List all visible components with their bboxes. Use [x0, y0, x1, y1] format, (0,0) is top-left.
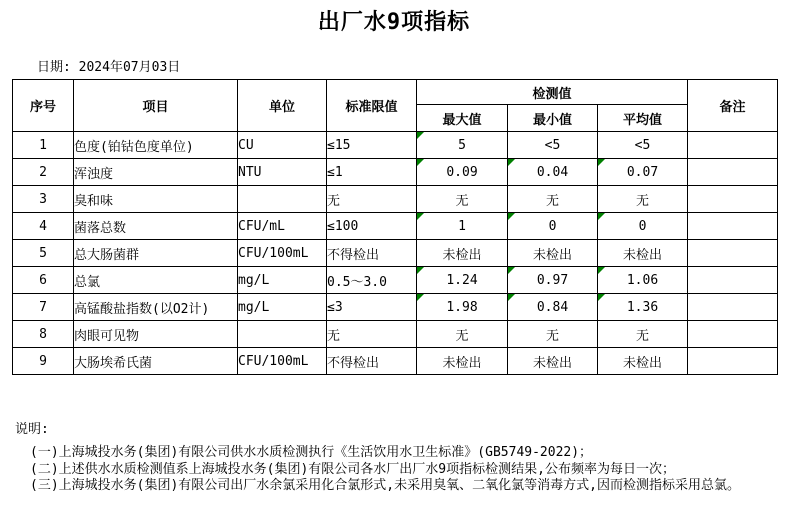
- cell-text: 未检出: [532, 355, 572, 371]
- cell-limit: [327, 159, 417, 186]
- cell-remark: [688, 159, 778, 186]
- table-row: [13, 159, 778, 186]
- cell-text: CFU/100mL: [238, 245, 309, 261]
- cell-text: 0: [548, 218, 557, 234]
- cell-text: 不得检出: [327, 247, 380, 263]
- cell-limit: [327, 267, 417, 294]
- excel-green-flag-icon: [598, 159, 605, 166]
- cell-min: [508, 321, 598, 348]
- note-line: (三)上海城投水务(集团)有限公司出厂水余氯采用化合氯形式,未采用臭氧、二氧化氯等消毒方式,因而检测指标采用总氯。: [30, 478, 740, 493]
- cell-unit: [238, 240, 327, 267]
- cell-text: 1: [39, 137, 47, 153]
- table-row: [13, 132, 778, 159]
- cell-text: 高锰酸盐指数(以O2计): [74, 301, 210, 317]
- cell-limit: [327, 348, 417, 375]
- cell-remark: [688, 267, 778, 294]
- cell-max: [417, 132, 508, 159]
- cell-min: [508, 159, 598, 186]
- excel-green-flag-icon: [598, 267, 605, 274]
- cell-remark: [688, 132, 778, 159]
- cell-text: 总大肠菌群: [74, 247, 140, 263]
- cell-min: [508, 186, 598, 213]
- excel-green-flag-icon: [417, 132, 424, 139]
- cell-text: 无: [635, 328, 649, 344]
- excel-green-flag-icon: [508, 213, 515, 220]
- table-row: [13, 267, 778, 294]
- cell-avg: [598, 267, 688, 294]
- cell-unit: [238, 159, 327, 186]
- table-row: [13, 321, 778, 348]
- cell-unit: [238, 267, 327, 294]
- cell-limit: [327, 294, 417, 321]
- cell-limit: [327, 186, 417, 213]
- cell-text: 5: [39, 245, 47, 261]
- cell-max: [417, 240, 508, 267]
- cell-text: 1.06: [626, 272, 659, 288]
- cell-text: <5: [634, 137, 651, 153]
- cell-text: 0.07: [626, 164, 659, 180]
- cell-no: [13, 348, 74, 375]
- table-row: [13, 294, 778, 321]
- cell-min: [508, 294, 598, 321]
- cell-avg: [598, 132, 688, 159]
- cell-item: [74, 294, 238, 321]
- cell-no: [13, 186, 74, 213]
- cell-text: 3: [39, 191, 47, 207]
- cell-text: ≤15: [327, 137, 351, 153]
- cell-text: 未检出: [442, 247, 482, 263]
- cell-max: [417, 267, 508, 294]
- cell-text: 9: [39, 353, 47, 369]
- cell-text: 1.98: [446, 299, 478, 315]
- cell-max: [417, 159, 508, 186]
- note-line: (二)上述供水水质检测值系上海城投水务(集团)有限公司各水厂出厂水9项指标检测结果,公布频率为每日一次；: [30, 461, 675, 477]
- cell-avg: [598, 321, 688, 348]
- cell-item: [74, 321, 238, 348]
- cell-text: 8: [39, 326, 47, 342]
- cell-max: [417, 294, 508, 321]
- cell-item: [74, 159, 238, 186]
- cell-text: CFU/100mL: [238, 353, 309, 369]
- table-row: [13, 348, 778, 375]
- cell-text: 0: [638, 218, 647, 234]
- excel-green-flag-icon: [508, 294, 515, 301]
- excel-green-flag-icon: [417, 159, 424, 166]
- report-date: 日期: 2024年07月03日: [37, 60, 181, 75]
- col-header-remark: 备注: [688, 80, 778, 132]
- cell-text: 0.09: [446, 164, 478, 180]
- cell-text: 未检出: [622, 355, 662, 371]
- cell-text: 未检出: [622, 247, 662, 263]
- cell-text: 5: [458, 137, 466, 153]
- excel-green-flag-icon: [417, 267, 424, 274]
- cell-no: [13, 240, 74, 267]
- table-body: [13, 132, 778, 375]
- cell-unit: [238, 132, 327, 159]
- cell-remark: [688, 213, 778, 240]
- cell-item: [74, 267, 238, 294]
- col-header-avg: 平均值: [598, 105, 688, 132]
- cell-text: NTU: [238, 164, 262, 180]
- cell-avg: [598, 240, 688, 267]
- water-quality-table: [12, 79, 778, 375]
- cell-text: 大肠埃希氏菌: [74, 355, 153, 371]
- excel-green-flag-icon: [508, 267, 515, 274]
- cell-text: 无: [545, 193, 559, 209]
- cell-no: [13, 159, 74, 186]
- cell-avg: [598, 159, 688, 186]
- cell-avg: [598, 348, 688, 375]
- cell-text: CU: [238, 137, 254, 153]
- cell-item: [74, 240, 238, 267]
- cell-unit: [238, 348, 327, 375]
- cell-min: [508, 213, 598, 240]
- cell-text: mg/L: [238, 272, 270, 288]
- cell-text: 总氯: [74, 274, 101, 290]
- cell-item: [74, 186, 238, 213]
- cell-unit: [238, 186, 327, 213]
- col-header-limit: 标准限值: [327, 80, 417, 132]
- table-row: [13, 213, 778, 240]
- col-header-unit: 单位: [238, 80, 327, 132]
- cell-item: [74, 213, 238, 240]
- cell-min: [508, 267, 598, 294]
- cell-limit: [327, 213, 417, 240]
- cell-text: CFU/mL: [238, 218, 285, 234]
- cell-min: [508, 132, 598, 159]
- cell-min: [508, 348, 598, 375]
- cell-max: [417, 348, 508, 375]
- cell-text: 未检出: [532, 247, 572, 263]
- cell-text: 0.04: [536, 164, 569, 180]
- excel-green-flag-icon: [417, 213, 424, 220]
- cell-text: ≤3: [327, 299, 343, 315]
- cell-no: [13, 132, 74, 159]
- header-row-1: [13, 80, 778, 105]
- col-header-min: 最小值: [508, 105, 598, 132]
- cell-avg: [598, 186, 688, 213]
- cell-text: 无: [327, 193, 341, 209]
- page-title: 出厂水9项指标: [317, 10, 471, 35]
- cell-text: mg/L: [238, 299, 270, 315]
- excel-green-flag-icon: [598, 213, 605, 220]
- cell-text: 7: [39, 299, 47, 315]
- cell-limit: [327, 321, 417, 348]
- cell-text: ≤100: [327, 218, 359, 234]
- cell-no: [13, 294, 74, 321]
- cell-text: 0.5～3.0: [327, 274, 387, 290]
- cell-unit: [238, 321, 327, 348]
- table-row: [13, 186, 778, 213]
- cell-text: 0.84: [536, 299, 569, 315]
- cell-text: 4: [39, 218, 47, 234]
- cell-text: 菌落总数: [74, 220, 127, 236]
- excel-green-flag-icon: [417, 294, 424, 301]
- cell-text: 无: [327, 328, 341, 344]
- cell-text: 无: [545, 328, 559, 344]
- cell-unit: [238, 294, 327, 321]
- note-line: (一)上海城投水务(集团)有限公司供水水质检测执行《生活饮用水卫生标准》(GB5749-2022)；: [30, 445, 593, 460]
- cell-max: [417, 186, 508, 213]
- cell-text: 1.24: [446, 272, 478, 288]
- cell-text: 1.36: [626, 299, 659, 315]
- cell-text: 未检出: [442, 355, 482, 371]
- cell-unit: [238, 213, 327, 240]
- col-header-no: 序号: [13, 80, 74, 132]
- cell-text: <5: [544, 137, 561, 153]
- cell-remark: [688, 186, 778, 213]
- cell-min: [508, 240, 598, 267]
- cell-text: 无: [455, 328, 469, 344]
- cell-avg: [598, 294, 688, 321]
- cell-text: 2: [39, 164, 47, 180]
- cell-remark: [688, 348, 778, 375]
- col-header-max: 最大值: [417, 105, 508, 132]
- cell-limit: [327, 132, 417, 159]
- cell-text: ≤1: [327, 164, 343, 180]
- cell-max: [417, 213, 508, 240]
- cell-avg: [598, 213, 688, 240]
- col-header-detection-group: 检测值: [417, 80, 688, 105]
- cell-item: [74, 348, 238, 375]
- cell-text: 无: [635, 193, 649, 209]
- cell-text: 6: [39, 272, 47, 288]
- cell-text: 臭和味: [74, 193, 114, 209]
- cell-text: 1: [458, 218, 466, 234]
- cell-text: 0.97: [536, 272, 569, 288]
- cell-no: [13, 321, 74, 348]
- table-row: [13, 240, 778, 267]
- cell-no: [13, 213, 74, 240]
- excel-green-flag-icon: [598, 294, 605, 301]
- cell-limit: [327, 240, 417, 267]
- notes-label: 说明:: [15, 422, 49, 437]
- cell-text: 不得检出: [327, 355, 380, 371]
- cell-max: [417, 321, 508, 348]
- excel-green-flag-icon: [508, 159, 515, 166]
- cell-text: 浑浊度: [74, 166, 114, 182]
- cell-text: 无: [455, 193, 469, 209]
- cell-item: [74, 132, 238, 159]
- cell-remark: [688, 240, 778, 267]
- cell-no: [13, 267, 74, 294]
- cell-text: 色度(铂钴色度单位): [74, 139, 194, 155]
- col-header-item: 项目: [74, 80, 238, 132]
- cell-text: 肉眼可见物: [74, 328, 140, 344]
- cell-remark: [688, 294, 778, 321]
- notes-block: [30, 445, 740, 495]
- cell-remark: [688, 321, 778, 348]
